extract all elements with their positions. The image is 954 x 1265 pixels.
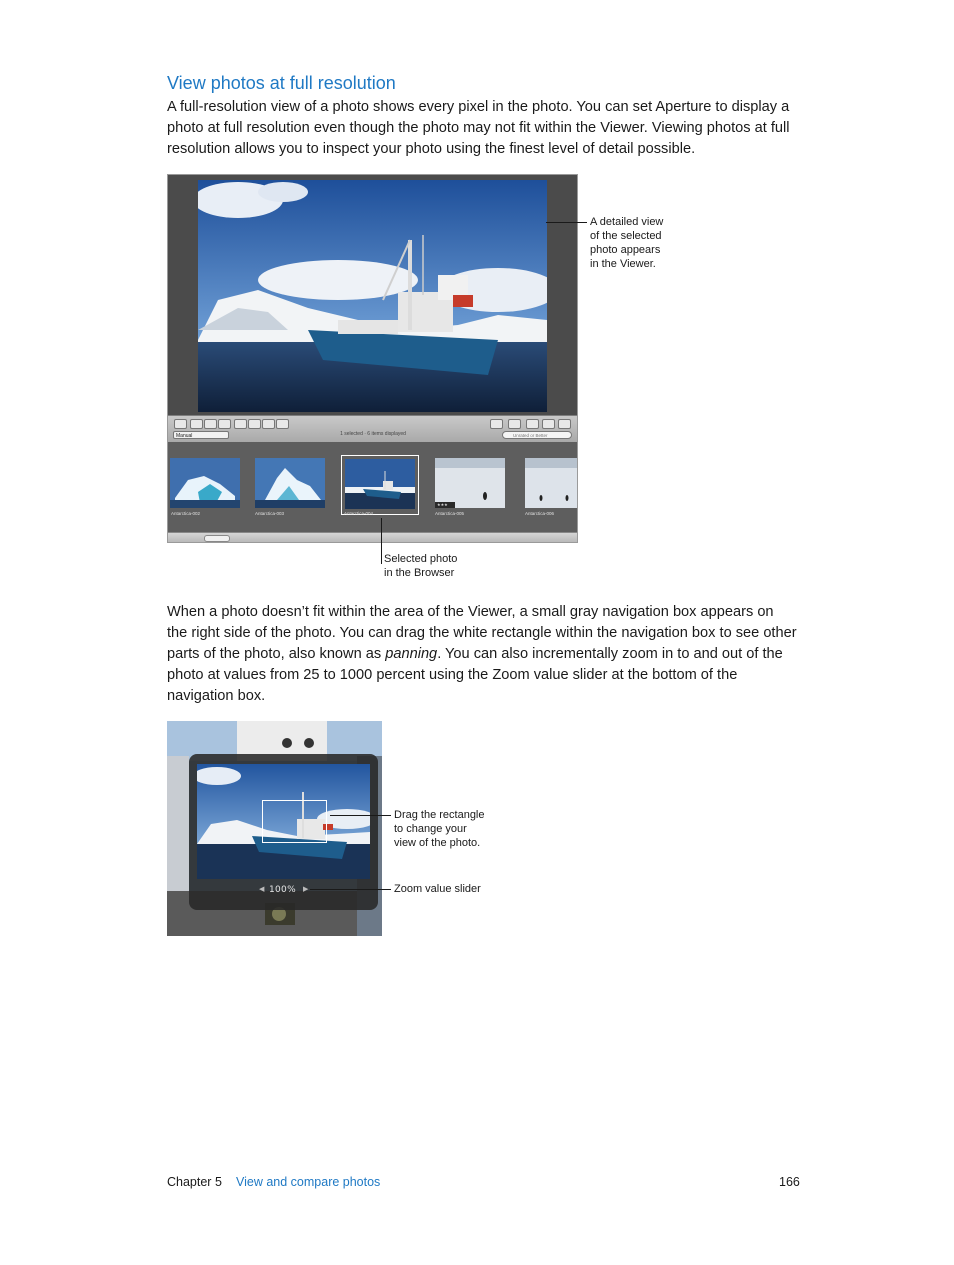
red-eye-tool-button[interactable] bbox=[262, 419, 275, 429]
page-number: 166 bbox=[779, 1175, 800, 1189]
callout-leader-zoom bbox=[310, 889, 391, 890]
viewer-photo bbox=[198, 180, 547, 412]
thumbnail-antarctica-002[interactable] bbox=[170, 458, 240, 508]
selection-status: 1 selected · 6 items displayed bbox=[340, 431, 406, 437]
thumbnail-label: Antarctica-003 bbox=[255, 511, 285, 516]
paragraph-text: When a photo doesn’t fit within the area of the Viewer, a small gray navigation box appears on the right side of the photo. You can drag the white rectangle within the navigation box to see other parts of the photo, also known as bbox=[167, 604, 797, 662]
brush-tool-button[interactable] bbox=[276, 419, 289, 429]
navigation-paragraph bbox=[167, 602, 797, 707]
thumbnail-antarctica-006[interactable] bbox=[525, 458, 577, 508]
rating-filter-field[interactable]: Unrated or Better bbox=[502, 431, 572, 439]
browser-mode-button[interactable] bbox=[558, 419, 571, 429]
thumbnail-label: Antarctica-005 bbox=[435, 511, 465, 516]
callout-line-text: photo appears bbox=[590, 244, 661, 256]
thumbnail-antarctica-005[interactable] bbox=[435, 458, 505, 508]
callout-line-text: in the Browser bbox=[384, 567, 455, 579]
callout-viewer bbox=[590, 215, 663, 271]
viewer-browser-screenshot bbox=[167, 174, 578, 543]
lift-tool-button[interactable] bbox=[234, 419, 247, 429]
callout-leader-browser bbox=[381, 518, 382, 564]
callout-leader-rectangle bbox=[330, 815, 391, 816]
intro-paragraph: A full-resolution view of a photo shows every pixel in the photo. You can set Aperture to display a photo at full resolution even though the photo may not fit within the Viewer. Viewing photos at full resolution allows you to inspect your photo using the finest level of detail possible. bbox=[167, 99, 790, 157]
rotate-right-button[interactable] bbox=[204, 419, 217, 429]
callout-line-text: of the selected bbox=[590, 230, 662, 242]
rotate-tool-button[interactable] bbox=[190, 419, 203, 429]
callout-line-text: in the Viewer. bbox=[590, 258, 656, 270]
callout-browser bbox=[384, 552, 457, 580]
callout-zoom: Zoom value slider bbox=[394, 883, 481, 895]
adjust-button[interactable] bbox=[508, 419, 521, 429]
scrollbar-thumb[interactable] bbox=[204, 535, 230, 542]
thumbnail-label: Antarctica-006 bbox=[525, 511, 555, 516]
thumbnail-antarctica-003[interactable] bbox=[255, 458, 325, 508]
footer-chapter-link[interactable]: View and compare photos bbox=[236, 1175, 381, 1189]
select-tool-button[interactable] bbox=[174, 419, 187, 429]
viewer-mode-button[interactable] bbox=[542, 419, 555, 429]
crop-tool-button[interactable] bbox=[248, 419, 261, 429]
callout-leader-viewer bbox=[546, 222, 587, 223]
filmstrip-button[interactable] bbox=[526, 419, 539, 429]
browser-scrollbar[interactable] bbox=[168, 532, 577, 543]
callout-line-text: to change your bbox=[394, 823, 467, 835]
navigation-box-screenshot bbox=[167, 721, 382, 936]
callout-line-text: view of the photo. bbox=[394, 837, 481, 849]
zoom-increase-arrow-icon[interactable]: ▶ bbox=[303, 886, 309, 893]
footer-chapter: Chapter 5 bbox=[167, 1175, 222, 1189]
section-heading: View photos at full resolution bbox=[167, 73, 396, 93]
thumbnail-label: Antarctica-004 bbox=[344, 511, 374, 516]
thumbnail-label: Antarctica-002 bbox=[171, 511, 201, 516]
viewer-toolbar bbox=[168, 415, 577, 442]
navigation-rectangle[interactable] bbox=[262, 800, 327, 843]
sort-select[interactable]: Manual bbox=[173, 431, 229, 439]
stack-button[interactable] bbox=[218, 419, 231, 429]
rating-badge: ★★★ bbox=[435, 502, 455, 508]
callout-rectangle bbox=[394, 808, 485, 850]
callout-line-text: Drag the rectangle bbox=[394, 809, 485, 821]
panning-term: panning bbox=[385, 646, 438, 662]
zoom-value-slider[interactable]: 100% bbox=[269, 885, 296, 895]
paragraph-text: . You can also incrementally zoom in to and out of the photo at values from 25 to 1000 percent using the Zoom value slider at the bottom of the navigation box. bbox=[167, 646, 783, 704]
browser-pane bbox=[168, 442, 577, 532]
viewer-pane bbox=[168, 175, 577, 415]
callout-line-text: A detailed view bbox=[590, 216, 664, 228]
zoom-decrease-arrow-icon[interactable]: ◀ bbox=[259, 886, 265, 893]
view-button[interactable] bbox=[490, 419, 503, 429]
navigation-box bbox=[189, 754, 378, 910]
callout-line-text: Selected photo bbox=[384, 553, 458, 565]
thumbnail-antarctica-004[interactable] bbox=[345, 459, 415, 509]
